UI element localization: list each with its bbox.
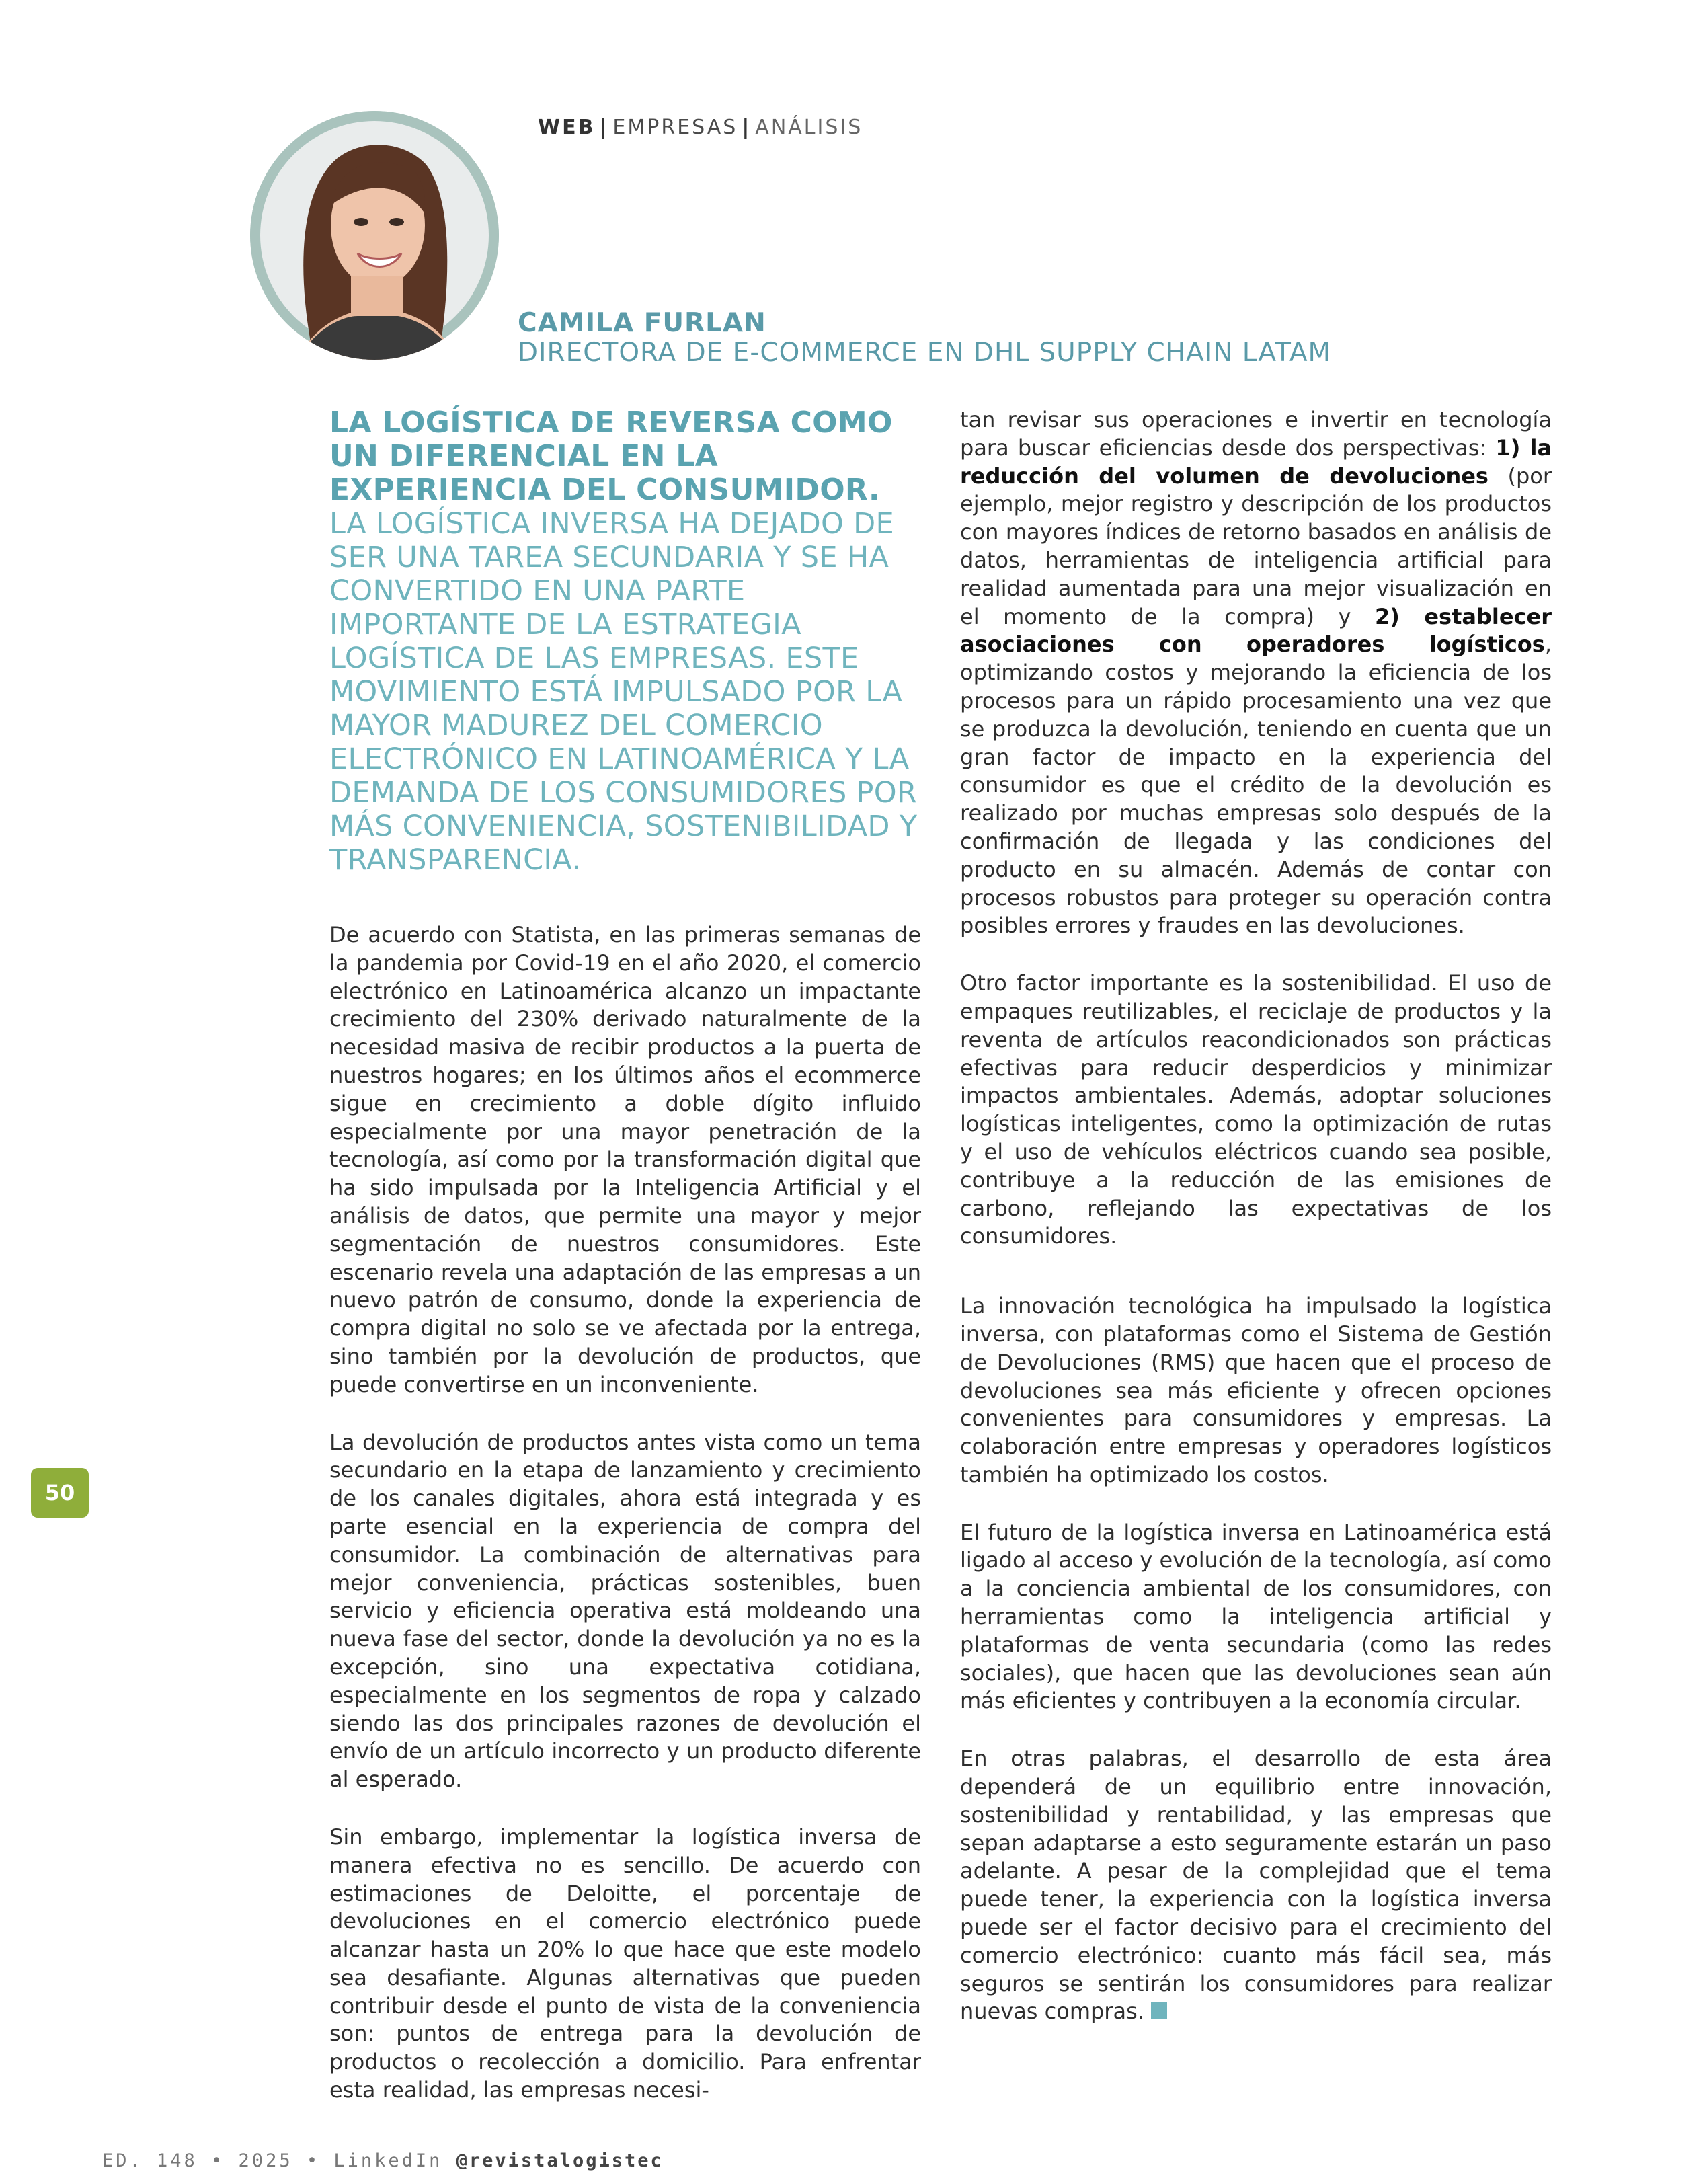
- paragraph-4-bold-2: 2) establecer asociaciones con operadores logísticos: [960, 603, 1552, 658]
- section-analisis: ANÁLISIS: [755, 116, 863, 139]
- author-role: DIRECTORA DE E-COMMERCE EN DHL SUPPLY CHAIN LATAM: [518, 338, 1332, 368]
- paragraph-4-text-c: (por ejemplo, mejor registro y descripción de los productos con mayores índices de retorno basados en análisis de datos, herramientas de inteligencia artificial para realidad aumentada para una mejor visualización en el momento de la compra) y: [960, 463, 1552, 629]
- paragraph-4-bold-1: 1) la reducción del volumen de devoluciones: [960, 434, 1552, 489]
- paragraph-8-text: En otras palabras, el desarrollo de esta área dependerá de un equilibrio entre innovación, sostenibilidad y rentabilidad, y las empresas que sepan adaptarse a esto seguramente estarán un paso adelante. A pesar de la complejidad que el tema puede tener, la experiencia con la logística inversa puede ser el factor decisivo para el crecimiento del comercio electrónico: cuanto más fácil sea, más seguros se sentirán los consumidores para realizar nuevas compras.: [960, 1746, 1552, 2025]
- paragraph-1: De acuerdo con Statista, en las primeras semanas de la pandemia por Covid-19 en el año 2020, el comercio electrónico en Latinoamérica alcanzo un impactante crecimiento del 230% derivado naturalmente de la necesidad masiva de recibir productos a la puerta de nuestros hogares; en los últimos años el ecommerce sigue en crecimiento a doble dígito influido especialmente por una mayor penetración de la tecnología, así como por la transformación digital que ha sido impulsada por la Inteligencia Artificial y el análisis de datos, que permite una mayor y mejor segmentación de nuestros consumidores. Este escenario revela una adaptación de las empresas a un nuevo patrón de consumo, donde la experiencia de compra digital no solo se ve afectada por la entrega, sino también por la devolución de productos, que puede convertirse en un inconveniente.: [329, 922, 921, 1397]
- separator: |: [742, 116, 752, 139]
- section-breadcrumb: [538, 116, 863, 139]
- section-empresas: EMPRESAS: [612, 116, 738, 139]
- paragraph-8: [960, 1745, 1552, 2026]
- paragraph-7: El futuro de la logística inversa en Latinoamérica está ligado al acceso y evolución de la tecnología, así como a la conciencia ambiental de los consumidores, con herramientas como la inteligencia artificial y plataformas de venta secundaria (como las redes sociales), que hacen que las devoluciones sean aún más eficientes y contribuyen a la economía circular.: [960, 1519, 1552, 1714]
- article-lead: LA LOGÍSTICA INVERSA HA DEJADO DE SER UNA TAREA SECUNDARIA Y SE HA CONVERTIDO EN UNA PARTE IMPORTANTE DE LA ESTRATEGIA LOGÍSTICA DE LAS EMPRESAS. ESTE MOVIMIENTO ESTÁ IMPULSADO POR LA MAYOR MADUREZ DEL COMERCIO ELECTRÓNICO EN LATINOAMÉRICA Y LA DEMANDA DE LOS CONSUMIDORES POR MÁS CONVENIENCIA, SOSTENIBILIDAD Y TRANSPARENCIA.: [329, 507, 918, 877]
- column-left: [329, 406, 921, 2134]
- paragraph-4: [960, 406, 1552, 940]
- page-number-badge: 50: [31, 1468, 89, 1518]
- paragraph-6: La innovación tecnológica ha impulsado la logística inversa, con plataformas como el Sistema de Gestión de Devoluciones (RMS) que hacen que el proceso de devoluciones sea más eficiente y ofrecen opciones convenientes para consumidores y empresas. La colaboración entre empresas y operadores logísticos también ha optimizado los costos.: [960, 1293, 1552, 1487]
- section-web: WEB: [538, 116, 596, 139]
- paragraph-5: Otro factor importante es la sostenibilidad. El uso de empaques reutilizables, el reciclaje de productos y la reventa de artículos reacondicionados son prácticas efectivas para reducir desperdicios y minimizar impactos ambientales. Además, adoptar soluciones logísticas inteligentes, como la optimización de rutas y el uso de vehículos eléctricos cuando sea posible, contribuye a la reducción de las emisiones de carbono, reflejando las expectativas de los consumidores.: [960, 970, 1552, 1249]
- author-photo: [250, 111, 499, 360]
- separator: |: [599, 116, 609, 139]
- column-right: [960, 406, 1552, 2056]
- article-headline: LA LOGÍSTICA DE REVERSA COMO UN DIFERENCIAL EN LA EXPERIENCIA DEL CONSUMIDOR.: [329, 405, 893, 507]
- paragraph-2: La devolución de productos antes vista como un tema secundario en la etapa de lanzamiento y crecimiento de los canales digitales, ahora está integrada y es parte esencial en la experiencia de compra del consumidor. La combinación de alternativas para mejor conveniencia, prácticas sostenibles, buen servicio y eficiencia operativa está moldeando una nueva fase del sector, donde la devolución ya no es la excepción, sino una expectativa cotidiana, especialmente en los segmentos de ropa y calzado siendo las dos principales razones de devolución el envío de un artículo incorrecto y un producto diferente al esperado.: [329, 1429, 921, 1793]
- footer: [102, 2150, 664, 2171]
- paragraph-4-text-a: tan revisar sus operaciones e invertir en tecnología para buscar eficiencias desde dos perspectivas:: [960, 407, 1552, 461]
- author-name: CAMILA FURLAN: [518, 308, 766, 338]
- paragraph-3: Sin embargo, implementar la logística inversa de manera efectiva no es sencillo. De acuerdo con estimaciones de Deloitte, el porcentaje de devoluciones en el comercio electrónico puede alcanzar hasta un 20% lo que hace que este modelo sea desafiante. Algunas alternativas que pueden contribuir desde el punto de vista de la conveniencia son: puntos de entrega para la devolución de productos o recolección a domicilio. Para enfrentar esta realidad, las empresas necesi-: [329, 1824, 921, 2103]
- paragraph-4-text-e: , optimizando costos y mejorando la eficiencia de los procesos para un rápido procesamiento una vez que se produzca la devolución, teniendo en cuenta que un gran factor de impacto en la experiencia del consumidor es que el crédito de la devolución es realizado por muchas empresas solo después de la confirmación de llegada y las condiciones del producto en su almacén. Además de contar con procesos robustos para proteger su operación contra posibles errores y fraudes en las devoluciones.: [960, 631, 1552, 939]
- end-of-article-square-icon: [1151, 2002, 1167, 2019]
- footer-edition: ED. 148 • 2025 • LinkedIn: [102, 2150, 456, 2171]
- footer-handle: @revistalogistec: [456, 2150, 664, 2171]
